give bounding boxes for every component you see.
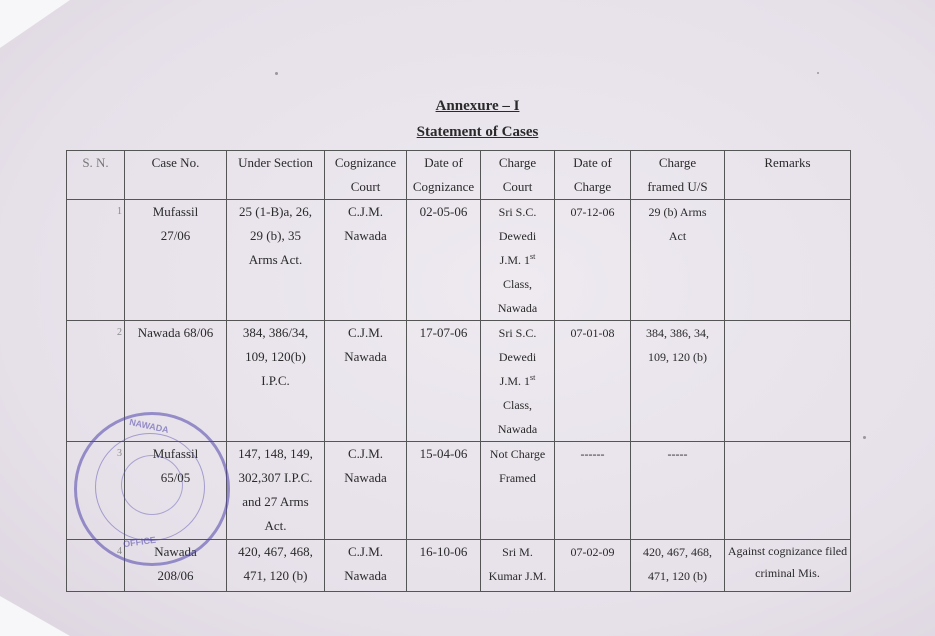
row-date-charge: 07-01-08 bbox=[555, 321, 631, 442]
cognizance-court-line: C.J.M. bbox=[347, 204, 384, 219]
charge-court-line bbox=[483, 369, 552, 393]
header-cognizance-court bbox=[325, 151, 407, 200]
charge-court-line: Nawada bbox=[497, 301, 538, 315]
table-row bbox=[67, 200, 851, 321]
row-cognizance-court bbox=[325, 321, 407, 442]
row-date-charge: ------ bbox=[555, 442, 631, 540]
charge-court-line: Sri S.C. bbox=[498, 326, 537, 340]
table-row bbox=[67, 442, 851, 540]
row-remarks: Against cognizance filed criminal Mis. bbox=[725, 540, 851, 592]
row-sn: 2 bbox=[67, 321, 125, 442]
under-section-line: Act. bbox=[264, 518, 287, 533]
row-charge-court bbox=[481, 321, 555, 442]
row-charge-framed bbox=[631, 442, 725, 540]
paper-speck bbox=[817, 72, 819, 74]
charge-framed-line: 384, 386, 34, bbox=[646, 326, 709, 340]
row-sn: 1 bbox=[67, 200, 125, 321]
header-date-charge-line1: Date of bbox=[573, 155, 612, 170]
charge-framed-line: Act bbox=[668, 229, 687, 243]
under-section-line: 147, 148, 149, bbox=[238, 446, 313, 461]
header-remarks: Remarks bbox=[725, 151, 851, 200]
row-date-cognizance: 16-10-06 bbox=[407, 540, 481, 592]
row-charge-framed bbox=[631, 540, 725, 592]
row-sn: 3 bbox=[67, 442, 125, 540]
cognizance-court-line: Nawada bbox=[344, 568, 387, 583]
row-date-charge: 07-12-06 bbox=[555, 200, 631, 321]
under-section-line: 384, 386/34, bbox=[242, 325, 309, 340]
row-case-no bbox=[125, 540, 227, 592]
table-row bbox=[67, 540, 851, 592]
case-no-line: Nawada bbox=[154, 544, 197, 559]
row-case-no bbox=[125, 442, 227, 540]
header-date-cognizance-line1: Date of bbox=[424, 155, 463, 170]
document-title: Annexure – I bbox=[435, 98, 520, 114]
header-charge-court bbox=[481, 151, 555, 200]
paper-speck bbox=[275, 72, 278, 75]
under-section-line: Arms Act. bbox=[248, 252, 303, 267]
case-no-line: Mufassil bbox=[152, 446, 199, 461]
under-section-line: 25 (1-B)a, 26, bbox=[239, 204, 312, 219]
row-under-section bbox=[227, 442, 325, 540]
charge-court-line: Nawada bbox=[497, 422, 538, 436]
paper-speck bbox=[863, 436, 866, 439]
cognizance-court-line: Nawada bbox=[344, 470, 387, 485]
row-remarks bbox=[725, 321, 851, 442]
charge-framed-line: ----- bbox=[667, 447, 688, 461]
cognizance-court-line: C.J.M. bbox=[347, 325, 384, 340]
charge-framed-line: 109, 120 (b) bbox=[648, 350, 707, 364]
row-charge-court bbox=[481, 442, 555, 540]
charge-court-line: Class, bbox=[502, 398, 532, 412]
header-charge-court-line2: Court bbox=[502, 179, 533, 194]
row-date-cognizance: 15-04-06 bbox=[407, 442, 481, 540]
charge-court-line: Sri M. bbox=[502, 545, 533, 559]
header-date-cognizance bbox=[407, 151, 481, 200]
row-under-section bbox=[227, 321, 325, 442]
case-no-line: Nawada 68/06 bbox=[137, 325, 214, 340]
charge-framed-line: 29 (b) Arms bbox=[648, 205, 707, 219]
header-sn: S. N. bbox=[67, 151, 125, 200]
case-no-line: 27/06 bbox=[160, 228, 191, 243]
row-charge-framed bbox=[631, 321, 725, 442]
row-remarks bbox=[725, 442, 851, 540]
header-under-section: Under Section bbox=[227, 151, 325, 200]
cognizance-court-line: C.J.M. bbox=[347, 544, 384, 559]
under-section-line: 471, 120 (b) bbox=[243, 568, 308, 583]
row-under-section bbox=[227, 540, 325, 592]
cognizance-court-line: Nawada bbox=[344, 228, 387, 243]
ordinal-superscript: st bbox=[530, 373, 536, 382]
charge-court-line: Framed bbox=[499, 471, 536, 485]
header-charge-framed-line2: framed U/S bbox=[647, 179, 708, 194]
row-case-no bbox=[125, 321, 227, 442]
charge-court-line: Class, bbox=[502, 277, 532, 291]
row-case-no bbox=[125, 200, 227, 321]
header-date-cognizance-line2: Cognizance bbox=[412, 179, 475, 194]
header-case-no: Case No. bbox=[125, 151, 227, 200]
document-subtitle: Statement of Cases bbox=[416, 124, 539, 140]
case-no-line: Mufassil bbox=[152, 204, 199, 219]
under-section-line: 29 (b), 35 bbox=[250, 228, 301, 243]
case-no-line: 208/06 bbox=[157, 568, 194, 583]
row-cognizance-court bbox=[325, 540, 407, 592]
under-section-line: 109, 120(b) bbox=[245, 349, 306, 364]
charge-court-text: J.M. 1 bbox=[499, 253, 530, 267]
under-section-line: and 27 Arms bbox=[242, 494, 309, 509]
row-date-cognizance: 02-05-06 bbox=[407, 200, 481, 321]
cognizance-court-line: C.J.M. bbox=[347, 446, 384, 461]
table-header-row bbox=[67, 151, 851, 200]
table-row bbox=[67, 321, 851, 442]
row-under-section bbox=[227, 200, 325, 321]
charge-court-line: Not Charge bbox=[489, 447, 546, 461]
folded-corner-bottom-left bbox=[0, 596, 70, 636]
cases-table bbox=[66, 150, 851, 592]
charge-court-line: Dewedi bbox=[498, 229, 537, 243]
folded-corner-top-left bbox=[0, 0, 70, 48]
row-date-cognizance: 17-07-06 bbox=[407, 321, 481, 442]
ordinal-superscript: st bbox=[530, 252, 536, 261]
charge-court-line: Dewedi bbox=[498, 350, 537, 364]
row-charge-court bbox=[481, 200, 555, 321]
under-section-line: 302,307 I.P.C. bbox=[238, 470, 313, 485]
charge-court-line: Sri S.C. bbox=[498, 205, 537, 219]
header-cognizance-court-line1: Cognizance bbox=[334, 155, 397, 170]
under-section-line: 420, 467, 468, bbox=[238, 544, 313, 559]
cognizance-court-line: Nawada bbox=[344, 349, 387, 364]
charge-framed-line: 471, 120 (b) bbox=[648, 569, 707, 583]
row-charge-framed bbox=[631, 200, 725, 321]
row-cognizance-court bbox=[325, 442, 407, 540]
case-no-line: 65/05 bbox=[160, 470, 191, 485]
header-cognizance-court-line2: Court bbox=[350, 179, 381, 194]
header-date-charge-line2: Charge bbox=[573, 179, 612, 194]
row-remarks bbox=[725, 200, 851, 321]
seal-text-top: NAWADA bbox=[128, 416, 170, 436]
row-sn: 4 bbox=[67, 540, 125, 592]
header-charge-framed bbox=[631, 151, 725, 200]
row-date-charge: 07-02-09 bbox=[555, 540, 631, 592]
header-charge-framed-line1: Charge bbox=[658, 155, 697, 170]
row-charge-court bbox=[481, 540, 555, 592]
row-cognizance-court bbox=[325, 200, 407, 321]
under-section-line: I.P.C. bbox=[261, 373, 290, 388]
seal-text-bottom: OFFICE bbox=[122, 534, 157, 550]
header-charge-court-line1: Charge bbox=[498, 155, 537, 170]
header-date-charge bbox=[555, 151, 631, 200]
charge-framed-line: 420, 467, 468, bbox=[643, 545, 712, 559]
charge-court-line bbox=[483, 248, 552, 272]
charge-court-text: J.M. 1 bbox=[499, 374, 530, 388]
charge-court-line: Kumar J.M. bbox=[488, 569, 547, 583]
